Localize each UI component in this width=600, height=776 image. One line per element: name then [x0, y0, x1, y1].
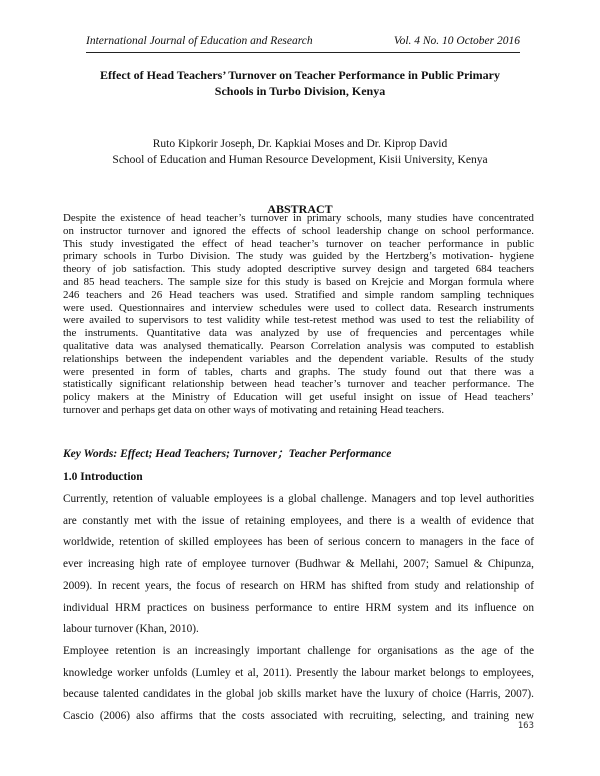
abstract-line: primary schools in Turbo Division. The study was guided by the Hertzberg’s motivation- hygiene: [63, 250, 534, 263]
abstract-body: [63, 212, 534, 417]
issue-info: Vol. 4 No. 10 October 2016: [393, 35, 520, 47]
author-block: [60, 136, 540, 168]
header-rule: [86, 52, 520, 53]
affiliation: School of Education and Human Resource Development, Kisii University, Kenya: [112, 154, 488, 166]
section-heading: 1.0 Introduction: [63, 471, 143, 483]
abstract-line: the instruments. Quantitative data was analyzed by use of frequencies and percentages while: [63, 327, 534, 340]
body-line: knowledge worker unfolds (Lumley et al, 2011). Presently the labour market belongs to employees,: [63, 666, 534, 679]
abstract-line: were availed to supervisors to test validity while test-retest method was used to test the reliability of: [63, 314, 534, 327]
body-line: labour turnover (Khan, 2010).: [63, 623, 199, 636]
abstract-line: theory of job satisfaction. This study adopted descriptive survey design and targeted 684 teachers: [63, 263, 534, 276]
introduction-body: [63, 489, 534, 728]
running-header: [86, 35, 520, 47]
journal-name: International Journal of Education and Research: [86, 35, 313, 47]
body-line: individual HRM practices on business performance to entire HRM system and its influence on: [63, 601, 534, 614]
abstract-heading: ABSTRACT: [267, 202, 333, 216]
abstract-line: qualitative data was analysed thematically. Pearson Correlation analysis was computed to establish: [63, 339, 534, 352]
abstract-line: policy makers at the Ministry of Education will get useful insight on issue of Head teachers’: [63, 391, 534, 404]
body-line: Employee retention is an increasingly important challenge for organisations as the age of the: [63, 644, 534, 657]
body-line: ever increasing high rate of employee turnover (Budhwar & Mellahi, 2007; Samuel & Chipunza,: [63, 558, 534, 571]
author-names: Ruto Kipkorir Joseph, Dr. Kapkiai Moses and Dr. Kiprop David: [152, 138, 448, 150]
body-line: worldwide, retention of skilled employees has been of serious concern to managers in the face of: [63, 536, 534, 549]
abstract-line: Despite the existence of head teacher’s turnover in primary schools, many studies have concentrated: [63, 212, 534, 224]
title-line: Schools in Turbo Division, Kenya: [214, 84, 386, 98]
body-line: because talented candidates in the global job skills market have the luxury of choice (Harris, 2007).: [63, 688, 534, 701]
keywords: Key Words: Effect; Head Teachers; Turnover；Teacher Performance: [63, 448, 392, 460]
abstract-line: were used. Questionnaires and interview schedules were used to collect data. Research instruments: [63, 301, 534, 314]
abstract-line: 246 teachers and 26 Head teachers was used. Stratified and simple random sampling techniques: [63, 288, 534, 301]
abstract-line: relationships between the independent variables and the dependent variable. Results of the study: [63, 352, 534, 365]
abstract-line: This study investigated the effect of head teacher’s turnover on teacher performance in public: [63, 237, 534, 250]
abstract-line: were presented in form of tables, charts and graphs. The study found out that there was a: [63, 365, 534, 378]
body-line: Cascio (2006) also affirms that the costs associated with recruiting, selecting, and training new: [63, 710, 534, 723]
title-line: Effect of Head Teachers’ Turnover on Teacher Performance in Public Primary: [100, 68, 500, 82]
body-line: Currently, retention of valuable employees is a global challenge. Managers and top level authorities: [63, 493, 534, 505]
body-line: are constantly met with the issue of retaining employees, and there is a wealth of evidence that: [63, 514, 534, 527]
abstract-line: on instructor turnover and ignored the effects of school leadership change on school performance.: [63, 224, 534, 237]
paper-title: [70, 67, 530, 99]
abstract-line: and 85 head teachers. The sample size for this study is based on Krejcie and Morgan formula where: [63, 275, 534, 288]
abstract-line: turnover and perhaps get data on other ways of motivating and retaining Head teachers.: [63, 403, 445, 416]
page-number: 163: [517, 721, 534, 731]
abstract-line: statistically significant relationship between head teacher’s turnover and teacher performance. The: [63, 378, 534, 391]
body-line: 2009). In recent years, the focus of research on HRM has shifted from study and relationship of: [63, 579, 534, 592]
